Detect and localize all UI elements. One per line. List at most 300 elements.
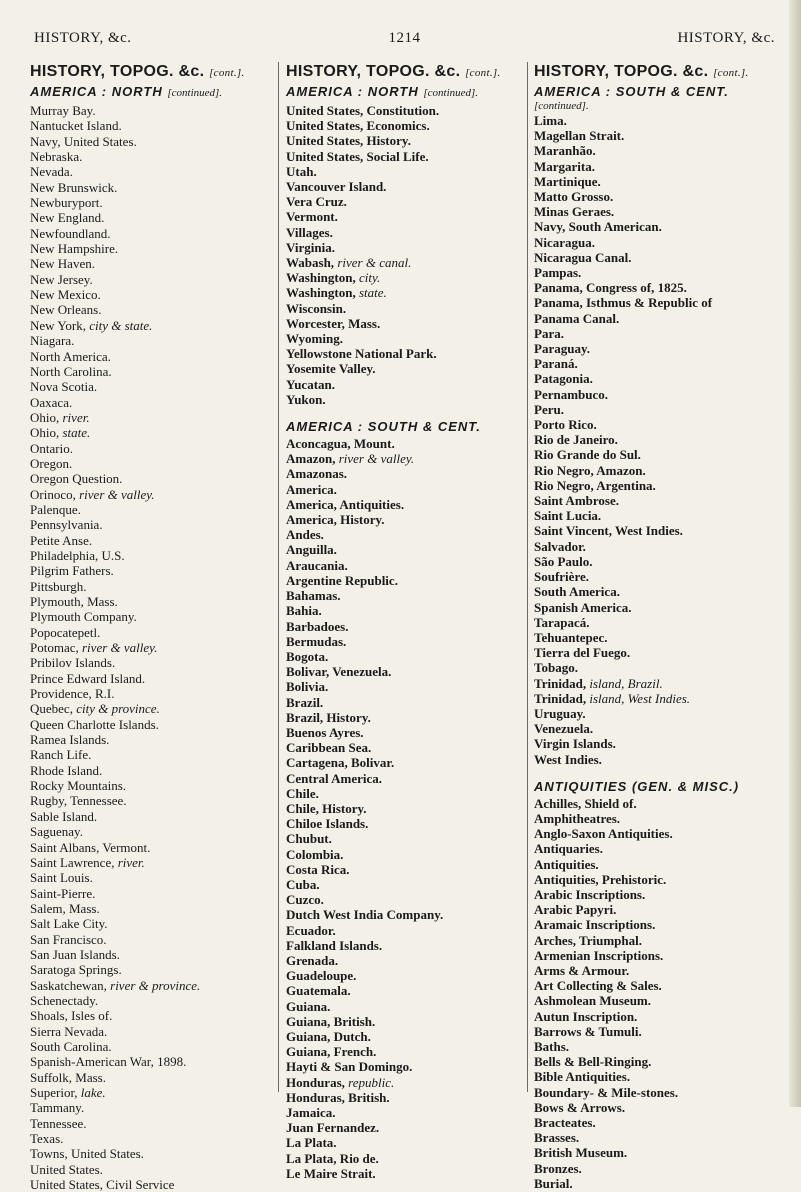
index-entry [30, 149, 268, 164]
index-entry [286, 118, 526, 133]
entry-text: Plymouth, Mass. [30, 594, 118, 609]
index-entry [286, 649, 526, 664]
index-entry [534, 963, 778, 978]
entry-text: Bolivia. [286, 679, 329, 695]
entry-text: Antiquities, Prehistoric. [534, 871, 667, 887]
index-entry [286, 847, 526, 862]
index-entry [286, 497, 526, 512]
index-entry [534, 387, 778, 402]
index-entry [534, 857, 778, 872]
index-entry [286, 664, 526, 679]
index-entry [30, 456, 268, 471]
entry-text: Texas. [30, 1131, 64, 1147]
entry-text: Ranch Life. [30, 747, 92, 763]
entry-text: Wyoming. [286, 331, 343, 347]
entry-text: Tennessee. [30, 1115, 87, 1131]
index-entry [534, 250, 778, 265]
index-entry [286, 695, 526, 710]
entry-text: Para. [534, 325, 564, 341]
entry-qualifier: lake. [80, 1085, 106, 1100]
index-entry [534, 1130, 778, 1145]
entry-text: Amazonas. [286, 466, 348, 482]
entry-text: Soufrière. [534, 569, 589, 585]
index-entry [286, 1151, 526, 1166]
index-entry [534, 1161, 778, 1176]
entry-text: Tehuantepec. [534, 629, 608, 645]
entry-text: Orinoco, [30, 486, 76, 502]
index-entry [286, 588, 526, 603]
index-entry [286, 512, 526, 527]
entry-text: Bermudas. [286, 633, 347, 649]
entry-text: Baths. [534, 1038, 570, 1054]
entry-text: Peru. [534, 401, 564, 417]
index-entry [534, 615, 778, 630]
entry-text: Honduras, British. [286, 1089, 390, 1105]
entry-text: Plymouth Company. [30, 609, 137, 625]
subheading-text: AMERICA : SOUTH & CENT. [534, 84, 729, 99]
index-entry [286, 255, 526, 270]
entry-text: South America. [534, 584, 620, 600]
entry-text: Brazil, History. [286, 709, 371, 725]
entry-text: Chile, History. [286, 800, 367, 816]
entry-text: Hayti & San Domingo. [286, 1059, 413, 1075]
index-entry [30, 824, 268, 839]
entry-text: Autun Inscription. [534, 1008, 638, 1024]
column-2 [286, 62, 526, 1181]
entry-text: São Paulo. [534, 553, 593, 569]
entry-text: Washington, [286, 285, 356, 301]
index-entry [30, 379, 268, 394]
entry-text: Chiloe Islands. [286, 816, 369, 832]
entry-text: Arms & Armour. [534, 962, 630, 978]
index-entry [30, 364, 268, 379]
index-entry [534, 493, 778, 508]
index-entry [286, 1135, 526, 1150]
entry-text: Worcester, Mass. [286, 315, 381, 331]
entry-text: Villages. [286, 224, 333, 240]
index-entry [30, 793, 268, 808]
index-entry [286, 361, 526, 376]
index-entry [534, 356, 778, 371]
index-entry [534, 584, 778, 599]
index-entry [534, 736, 778, 751]
entry-text: Anglo-Saxon Antiquities. [534, 826, 673, 842]
entry-text: Patagonia. [534, 371, 593, 387]
index-entry [30, 1070, 268, 1085]
index-entry [534, 569, 778, 584]
entry-text: Buenos Ayres. [286, 724, 364, 740]
index-entry [286, 285, 526, 300]
section-title [534, 62, 778, 83]
entry-text: Aconcagua, Mount. [286, 436, 395, 452]
entry-text: Brasses. [534, 1130, 580, 1146]
entry-text: Cartagena, Bolivar. [286, 755, 395, 771]
entry-text: Pennsylvania. [30, 517, 103, 533]
entry-qualifier: river. [117, 854, 145, 870]
entry-text: Panama, Isthmus & Republic of [534, 295, 713, 311]
index-entry [30, 625, 268, 640]
index-entry [534, 676, 778, 691]
index-entry [534, 417, 778, 432]
index-entry [286, 634, 526, 649]
index-entry [286, 725, 526, 740]
entry-text: Washington, [286, 270, 356, 286]
index-entry [30, 118, 268, 133]
entry-text: Oaxaca. [30, 394, 73, 410]
index-entry [534, 402, 778, 417]
index-entry [534, 1009, 778, 1024]
index-entry [286, 103, 526, 118]
index-entry [534, 1145, 778, 1160]
index-entry [286, 801, 526, 816]
entry-text: Amazon, [286, 451, 336, 467]
entry-text: Barbadoes. [286, 618, 349, 634]
index-entry [30, 901, 268, 916]
index-entry [534, 447, 778, 462]
index-entry [30, 563, 268, 578]
index-entry [534, 311, 778, 326]
index-entry [534, 948, 778, 963]
section-title-cont: [cont.]. [713, 67, 749, 79]
entry-text: Schenectady. [30, 992, 99, 1008]
entry-text: Bahamas. [286, 588, 341, 604]
index-entry [534, 113, 778, 128]
index-entry [534, 1115, 778, 1130]
entry-text: New Orleans. [30, 302, 102, 318]
entry-text: Providence, R.I. [30, 686, 115, 702]
entry-list [286, 436, 526, 1181]
subheading [30, 83, 268, 102]
entry-qualifier: island, Brazil. [589, 675, 663, 691]
entry-text: Yukon. [286, 391, 326, 407]
entry-text: North Carolina. [30, 363, 112, 379]
entry-text: Philadelphia, U.S. [30, 547, 125, 563]
entry-text: Utah. [286, 163, 317, 179]
entry-text: Ramea Islands. [30, 732, 110, 748]
index-entry [286, 316, 526, 331]
entry-text: Bahia. [286, 603, 322, 619]
index-entry [30, 318, 268, 333]
entry-text: Matto Grosso. [534, 189, 614, 205]
subheading-cont: [continued]. [167, 87, 223, 99]
running-head-right: HISTORY, &c. [677, 30, 775, 46]
entry-text: Achilles, Shield of. [534, 795, 637, 811]
index-entry [30, 717, 268, 732]
index-entry [534, 826, 778, 841]
entry-text: Potomac, [30, 640, 79, 656]
index-entry [534, 463, 778, 478]
index-entry [286, 482, 526, 497]
entry-list [286, 103, 526, 407]
entry-text: Central America. [286, 770, 383, 786]
section-title-text: HISTORY, TOPOG. &c. [534, 63, 709, 80]
entry-text: Cuba. [286, 876, 320, 892]
entry-qualifier: city. [358, 270, 381, 286]
entry-text: United States. [30, 1161, 103, 1177]
entry-text: New Mexico. [30, 287, 101, 303]
entry-text: Le Maire Strait. [286, 1165, 376, 1181]
entry-text: Towns, United States. [30, 1146, 144, 1162]
entry-text: Juan Fernandez. [286, 1120, 380, 1136]
page-number: 1214 [388, 30, 421, 46]
entry-text: New Brunswick. [30, 179, 118, 195]
index-entry [534, 917, 778, 932]
entry-text: Yucatan. [286, 376, 336, 392]
subheading-cont: [continued]. [423, 87, 479, 99]
index-entry [286, 603, 526, 618]
index-entry [534, 1069, 778, 1084]
index-entry [286, 755, 526, 770]
entry-text: Grenada. [286, 952, 339, 968]
index-entry [534, 691, 778, 706]
index-entry [534, 645, 778, 660]
entry-text: Lima. [534, 113, 567, 128]
entry-text: Petite Anse. [30, 532, 93, 548]
index-entry [30, 609, 268, 624]
index-entry [30, 1100, 268, 1115]
entry-text: Bolivar, Venezuela. [286, 664, 392, 680]
entry-text: Shoals, Isles of. [30, 1008, 113, 1024]
entry-text: Bows & Arrows. [534, 1099, 626, 1115]
entry-text: Burial. [534, 1175, 573, 1191]
entry-qualifier: river & valley. [338, 451, 415, 467]
entry-text: Paraguay. [534, 341, 590, 357]
entry-text: Salt Lake City. [30, 916, 108, 932]
entry-text: Saratoga Springs. [30, 962, 122, 978]
entry-text: New York, [30, 317, 86, 333]
index-entry [534, 159, 778, 174]
index-entry [286, 740, 526, 755]
entry-text: Rio Negro, Argentina. [534, 477, 656, 493]
entry-text: Guatemala. [286, 983, 351, 999]
entry-qualifier: river & valley. [82, 640, 158, 656]
entry-text: North America. [30, 348, 111, 364]
index-entry [534, 1100, 778, 1115]
entry-text: New Haven. [30, 256, 95, 272]
index-entry [30, 579, 268, 594]
entry-text: Guiana, French. [286, 1044, 377, 1060]
entry-qualifier: state. [62, 425, 91, 441]
index-entry [534, 630, 778, 645]
subheading-text: ANTIQUITIES (GEN. & MISC.) [534, 778, 740, 794]
index-entry [30, 272, 268, 287]
entry-list [534, 113, 778, 767]
index-entry [534, 1085, 778, 1100]
index-entry [286, 771, 526, 786]
index-entry [286, 133, 526, 148]
entry-text: San Francisco. [30, 931, 107, 947]
index-entry [30, 548, 268, 563]
entry-text: Virginia. [286, 239, 335, 255]
section-title-text: HISTORY, TOPOG. &c. [30, 63, 205, 80]
index-entry [30, 886, 268, 901]
index-entry [534, 523, 778, 538]
index-entry [30, 210, 268, 225]
entry-text: Saskatchewan, [30, 977, 107, 993]
entry-text: Wisconsin. [286, 300, 347, 316]
index-entry [30, 441, 268, 456]
index-entry [286, 983, 526, 998]
index-entry [286, 451, 526, 466]
index-entry [286, 346, 526, 361]
index-entry [534, 204, 778, 219]
subheading-text: AMERICA : NORTH [286, 84, 419, 99]
entry-text: United States, Constitution. [286, 103, 440, 118]
entry-text: La Plata, Rio de. [286, 1150, 379, 1166]
index-entry [30, 1162, 268, 1177]
entry-text: Cuzco. [286, 892, 324, 908]
entry-qualifier: city & state. [89, 317, 153, 333]
entry-text: Spanish-American War, 1898. [30, 1054, 187, 1070]
index-entry [30, 1024, 268, 1039]
entry-text: Rio de Janeiro. [534, 432, 618, 448]
index-entry [30, 487, 268, 502]
index-entry [286, 1029, 526, 1044]
entry-text: America, Antiquities. [286, 496, 405, 512]
index-entry [30, 103, 268, 118]
entry-text: Saint-Pierre. [30, 885, 96, 901]
entry-qualifier: city & province. [76, 701, 160, 717]
column-rule [278, 62, 279, 1092]
index-entry [30, 655, 268, 670]
entry-text: Nantucket Island. [30, 118, 122, 134]
index-entry [534, 978, 778, 993]
index-entry [286, 816, 526, 831]
entry-text: Trinidad, [534, 690, 587, 706]
index-entry [286, 179, 526, 194]
index-entry [30, 978, 268, 993]
index-entry [286, 542, 526, 557]
index-entry [30, 1008, 268, 1023]
entry-text: Suffolk, Mass. [30, 1069, 106, 1085]
running-head [34, 30, 775, 50]
index-entry [534, 432, 778, 447]
index-entry [286, 164, 526, 179]
subheading [286, 418, 526, 435]
entry-text: Navy, United States. [30, 133, 137, 149]
entry-text: Arabic Papyri. [534, 902, 617, 918]
index-entry [30, 993, 268, 1008]
subheading-text: AMERICA : NORTH [30, 84, 163, 99]
entry-text: Saint Ambrose. [534, 493, 619, 509]
entry-text: Amphitheatres. [534, 810, 621, 826]
entry-text: Guiana, Dutch. [286, 1028, 371, 1044]
entry-text: Colombia. [286, 846, 344, 862]
entry-text: Popocatepetl. [30, 624, 101, 640]
index-entry [30, 1116, 268, 1131]
entry-text: Tarapacá. [534, 614, 590, 630]
entry-text: Vera Cruz. [286, 194, 347, 210]
index-entry [30, 302, 268, 317]
entry-text: Paraná. [534, 356, 578, 372]
entry-text: Venezuela. [534, 721, 594, 737]
index-entry [534, 341, 778, 356]
entry-text: Tobago. [534, 660, 578, 676]
entry-text: Pampas. [534, 265, 582, 281]
index-entry [534, 872, 778, 887]
index-entry [286, 1120, 526, 1135]
entry-text: Dutch West India Company. [286, 907, 444, 923]
entry-text: Margarita. [534, 158, 596, 174]
entry-text: Rugby, Tennessee. [30, 793, 127, 809]
index-entry [534, 143, 778, 158]
entry-text: Newfoundland. [30, 225, 111, 241]
index-entry [286, 194, 526, 209]
index-entry [30, 732, 268, 747]
index-entry [30, 134, 268, 149]
index-entry [286, 1075, 526, 1090]
column-1 [30, 62, 268, 1192]
index-entry [286, 892, 526, 907]
entry-text: Barrows & Tumuli. [534, 1023, 642, 1039]
index-entry [30, 1131, 268, 1146]
subheading [534, 83, 778, 100]
entry-list [30, 103, 268, 1192]
index-entry [30, 962, 268, 977]
index-entry [534, 128, 778, 143]
entry-text: Saint Albans, Vermont. [30, 839, 151, 855]
entry-text: Arabic Inscriptions. [534, 886, 646, 902]
index-entry [534, 796, 778, 811]
entry-text: Magellan Strait. [534, 128, 625, 144]
index-entry [286, 953, 526, 968]
entry-qualifier: republic. [348, 1074, 395, 1090]
index-entry [30, 594, 268, 609]
entry-text: Ohio, [30, 425, 60, 441]
index-entry [534, 189, 778, 204]
index-entry [534, 660, 778, 675]
entry-text: United States, History. [286, 133, 411, 149]
entry-text: Araucania. [286, 557, 348, 573]
entry-text: Uruguay. [534, 705, 586, 721]
section-title [30, 62, 268, 83]
entry-text: Ohio, [30, 409, 60, 425]
index-entry [534, 539, 778, 554]
entry-text: Salvador. [534, 538, 586, 554]
entry-text: Bracteates. [534, 1115, 596, 1130]
index-entry [30, 809, 268, 824]
index-entry [30, 241, 268, 256]
index-entry [286, 240, 526, 255]
entry-text: United States, Civil Service [30, 1177, 175, 1192]
entry-text: Honduras, [286, 1074, 345, 1090]
index-entry [534, 295, 778, 310]
entry-qualifier: river & province. [110, 977, 201, 993]
index-entry [30, 256, 268, 271]
entry-text: Guiana. [286, 998, 331, 1014]
index-entry [534, 887, 778, 902]
entry-text: Armenian Inscriptions. [534, 947, 664, 963]
entry-text: Bronzes. [534, 1160, 582, 1176]
subheading [534, 778, 778, 795]
index-entry [286, 619, 526, 634]
index-entry [534, 554, 778, 569]
index-entry [30, 1146, 268, 1161]
entry-text: West Indies. [534, 751, 602, 767]
index-entry [286, 209, 526, 224]
index-entry [30, 226, 268, 241]
index-entry [286, 558, 526, 573]
index-entry [30, 425, 268, 440]
index-entry [30, 395, 268, 410]
entry-text: Newburyport. [30, 195, 103, 211]
entry-text: Rhode Island. [30, 762, 103, 778]
entry-text: Pernambuco. [534, 386, 609, 402]
index-entry [534, 478, 778, 493]
section-title-text: HISTORY, TOPOG. &c. [286, 63, 461, 80]
index-entry [30, 164, 268, 179]
index-entry [30, 686, 268, 701]
